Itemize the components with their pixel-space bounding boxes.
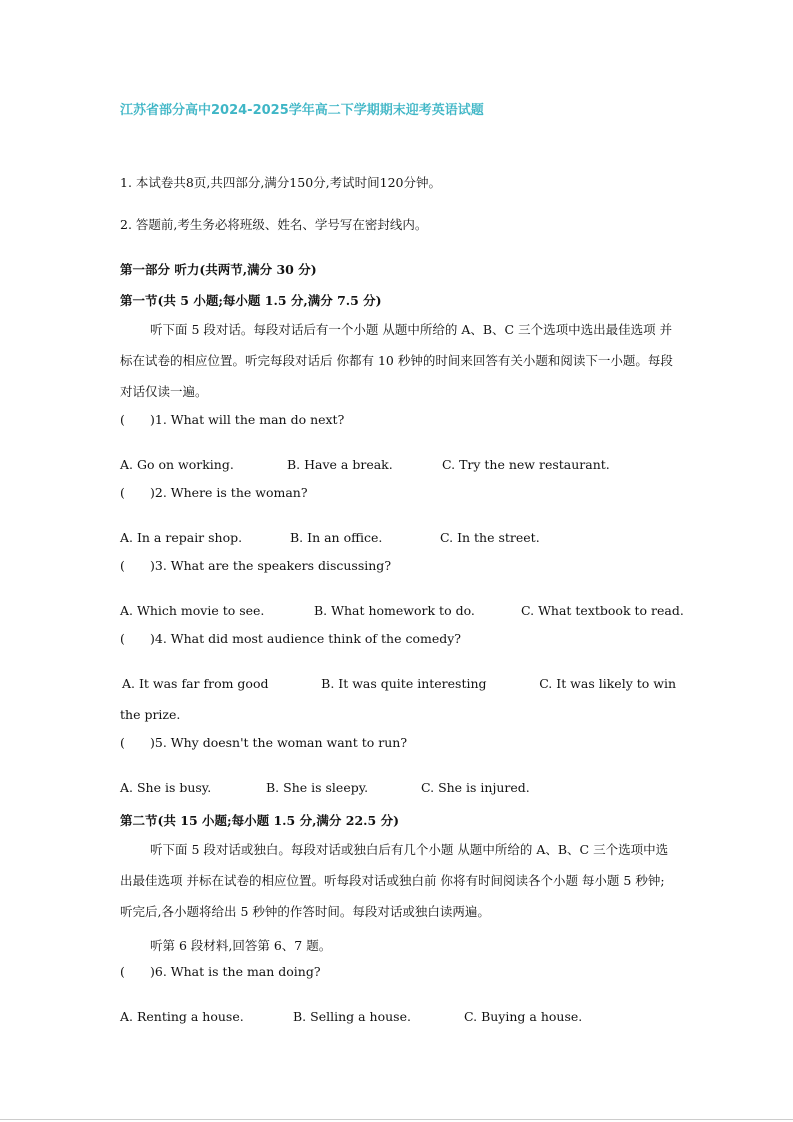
section1-directions: 听下面 5 段对话。每段对话后有一个小题 从题中所给的 A、B、C 三个选项中选出最佳选项 并标在试卷的相应位置。听完每段对话后 你都有 10 秒钟的时间来回答有关小题和阅读下一小题。每段对话仅读一遍。 xyxy=(120,322,673,399)
option-b: B. What homework to do. xyxy=(314,603,475,618)
answer-paren: ( xyxy=(120,631,125,646)
option-c: C. It was likely to win xyxy=(539,676,676,691)
option-a: A. She is busy. xyxy=(120,780,212,795)
page-bottom-border xyxy=(0,1119,793,1120)
option-a: A. Which movie to see. xyxy=(120,603,265,618)
option-a: A. Go on working. xyxy=(120,457,234,472)
answer-paren: ( xyxy=(120,964,125,979)
answer-paren: ( xyxy=(120,558,125,573)
question-text: )5. Why doesn't the woman want to run? xyxy=(150,735,408,750)
option-c: C. Buying a house. xyxy=(464,1009,583,1024)
option-b: B. Have a break. xyxy=(287,457,393,472)
question-5 xyxy=(120,735,407,750)
question-4-option-c-continuation: the prize. xyxy=(120,707,181,722)
question-text: )4. What did most audience think of the comedy? xyxy=(150,631,461,646)
question-6 xyxy=(120,964,321,979)
section2-directions: 听下面 5 段对话或独白。每段对话或独白后有几个小题 从题中所给的 A、B、C 三个选项中选出最佳选项 并标在试卷的相应位置。听每段对话或独白前 你将有时间阅读各个小题 每小题 5 秒钟;听完后,各小题将给出 5 秒钟的作答时间。每段对话或独白读两遍。 xyxy=(120,842,669,919)
option-a: A. Renting a house. xyxy=(120,1009,244,1024)
option-a: A. It was far from good xyxy=(122,676,269,691)
question-1 xyxy=(120,412,344,427)
option-c: C. Try the new restaurant. xyxy=(442,457,610,472)
question-text: )1. What will the man do next? xyxy=(150,412,345,427)
option-c: C. She is injured. xyxy=(421,780,530,795)
answer-paren: ( xyxy=(120,735,125,750)
question-3 xyxy=(120,558,391,573)
question-text: )2. Where is the woman? xyxy=(150,485,308,500)
part1-heading: 第一部分 听力(共两节,满分 30 分) xyxy=(120,262,317,277)
option-c: C. In the street. xyxy=(440,530,540,545)
option-c: C. What textbook to read. xyxy=(521,603,684,618)
option-b: B. She is sleepy. xyxy=(266,780,369,795)
question-4-options xyxy=(120,676,676,691)
option-b: B. It was quite interesting xyxy=(321,676,487,691)
section1-heading: 第一节(共 5 小题;每小题 1.5 分,满分 7.5 分) xyxy=(120,293,382,308)
question-text: )3. What are the speakers discussing? xyxy=(150,558,392,573)
question-text: )6. What is the man doing? xyxy=(150,964,321,979)
material-note: 听第 6 段材料,回答第 6、7 题。 xyxy=(150,938,332,953)
option-b: B. In an office. xyxy=(290,530,383,545)
question-4 xyxy=(120,631,461,646)
section2-heading: 第二节(共 15 小题;每小题 1.5 分,满分 22.5 分) xyxy=(120,813,399,828)
option-b: B. Selling a house. xyxy=(293,1009,411,1024)
instruction-1: 1. 本试卷共8页,共四部分,满分150分,考试时间120分钟。 xyxy=(120,175,441,190)
document-title: 江苏省部分高中2024-2025学年高二下学期期末迎考英语试题 xyxy=(120,103,484,118)
question-2 xyxy=(120,485,308,500)
option-a: A. In a repair shop. xyxy=(120,530,243,545)
answer-paren: ( xyxy=(120,485,125,500)
instruction-2: 2. 答题前,考生务必将班级、姓名、学号写在密封线内。 xyxy=(120,217,428,232)
answer-paren: ( xyxy=(120,412,125,427)
